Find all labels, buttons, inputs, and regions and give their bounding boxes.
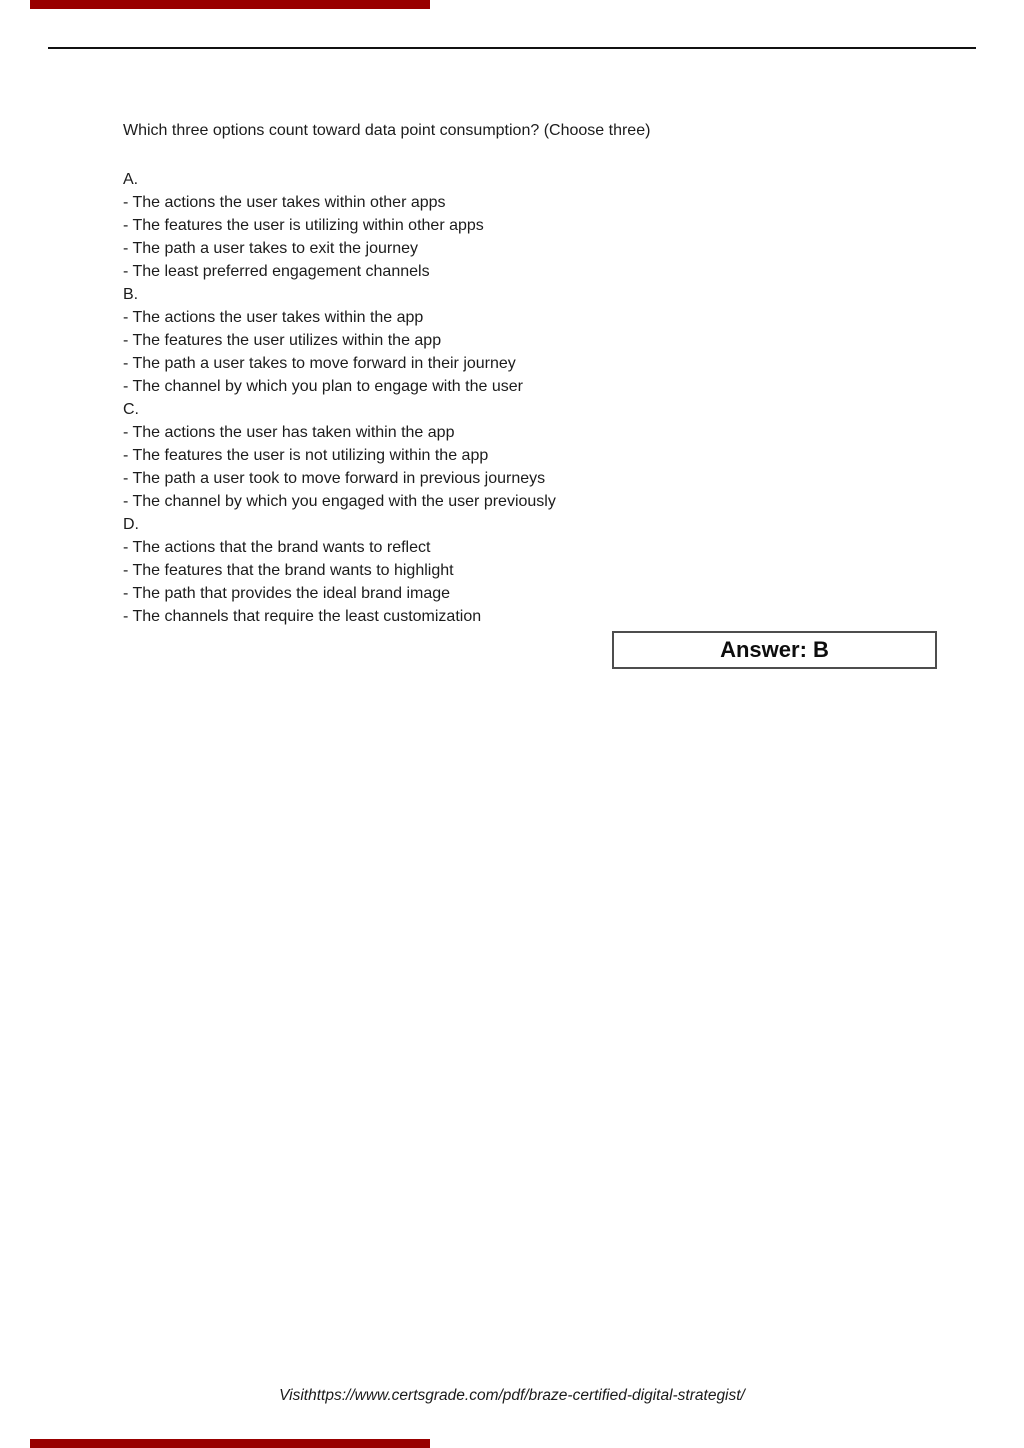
option-a-line: - The least preferred engagement channels bbox=[123, 263, 430, 280]
option-b-line: - The features the user utilizes within the app bbox=[123, 332, 442, 349]
option-c-letter: C. bbox=[123, 401, 139, 418]
answer-label: Answer: B bbox=[720, 637, 829, 662]
top-accent-bar bbox=[30, 0, 430, 9]
footer-pdf-link[interactable]: Visithttps://www.certsgrade.com/pdf/braze-certified-digital-strategist/ bbox=[279, 1387, 745, 1404]
bottom-accent-bar bbox=[30, 1439, 430, 1448]
option-a-letter: A. bbox=[123, 171, 139, 188]
option-d-line: - The channels that require the least customization bbox=[123, 608, 482, 625]
option-a-line: - The actions the user takes within other apps bbox=[123, 194, 446, 211]
option-d-line: - The path that provides the ideal brand image bbox=[123, 585, 451, 602]
options-list bbox=[123, 168, 743, 628]
option-a-line: - The features the user is utilizing within other apps bbox=[123, 217, 484, 234]
option-d-line: - The features that the brand wants to highlight bbox=[123, 562, 454, 579]
option-c-line: - The path a user took to move forward in previous journeys bbox=[123, 470, 546, 487]
answer-box bbox=[612, 631, 937, 669]
option-b-line: - The channel by which you plan to engage with the user bbox=[123, 378, 523, 395]
option-b-line: - The path a user takes to move forward in their journey bbox=[123, 355, 516, 372]
header-divider-line bbox=[48, 47, 976, 49]
question-text: Which three options count toward data point consumption? (Choose three) bbox=[123, 122, 651, 139]
option-b-line: - The actions the user takes within the app bbox=[123, 309, 424, 326]
option-a-line: - The path a user takes to exit the journey bbox=[123, 240, 418, 257]
option-c-line: - The actions the user has taken within the app bbox=[123, 424, 455, 441]
footer bbox=[0, 1385, 1024, 1407]
option-c-line: - The channel by which you engaged with the user previously bbox=[123, 493, 556, 510]
option-b-letter: B. bbox=[123, 286, 139, 303]
option-c-line: - The features the user is not utilizing within the app bbox=[123, 447, 489, 464]
option-d-line: - The actions that the brand wants to reflect bbox=[123, 539, 431, 556]
option-d-letter: D. bbox=[123, 516, 139, 533]
